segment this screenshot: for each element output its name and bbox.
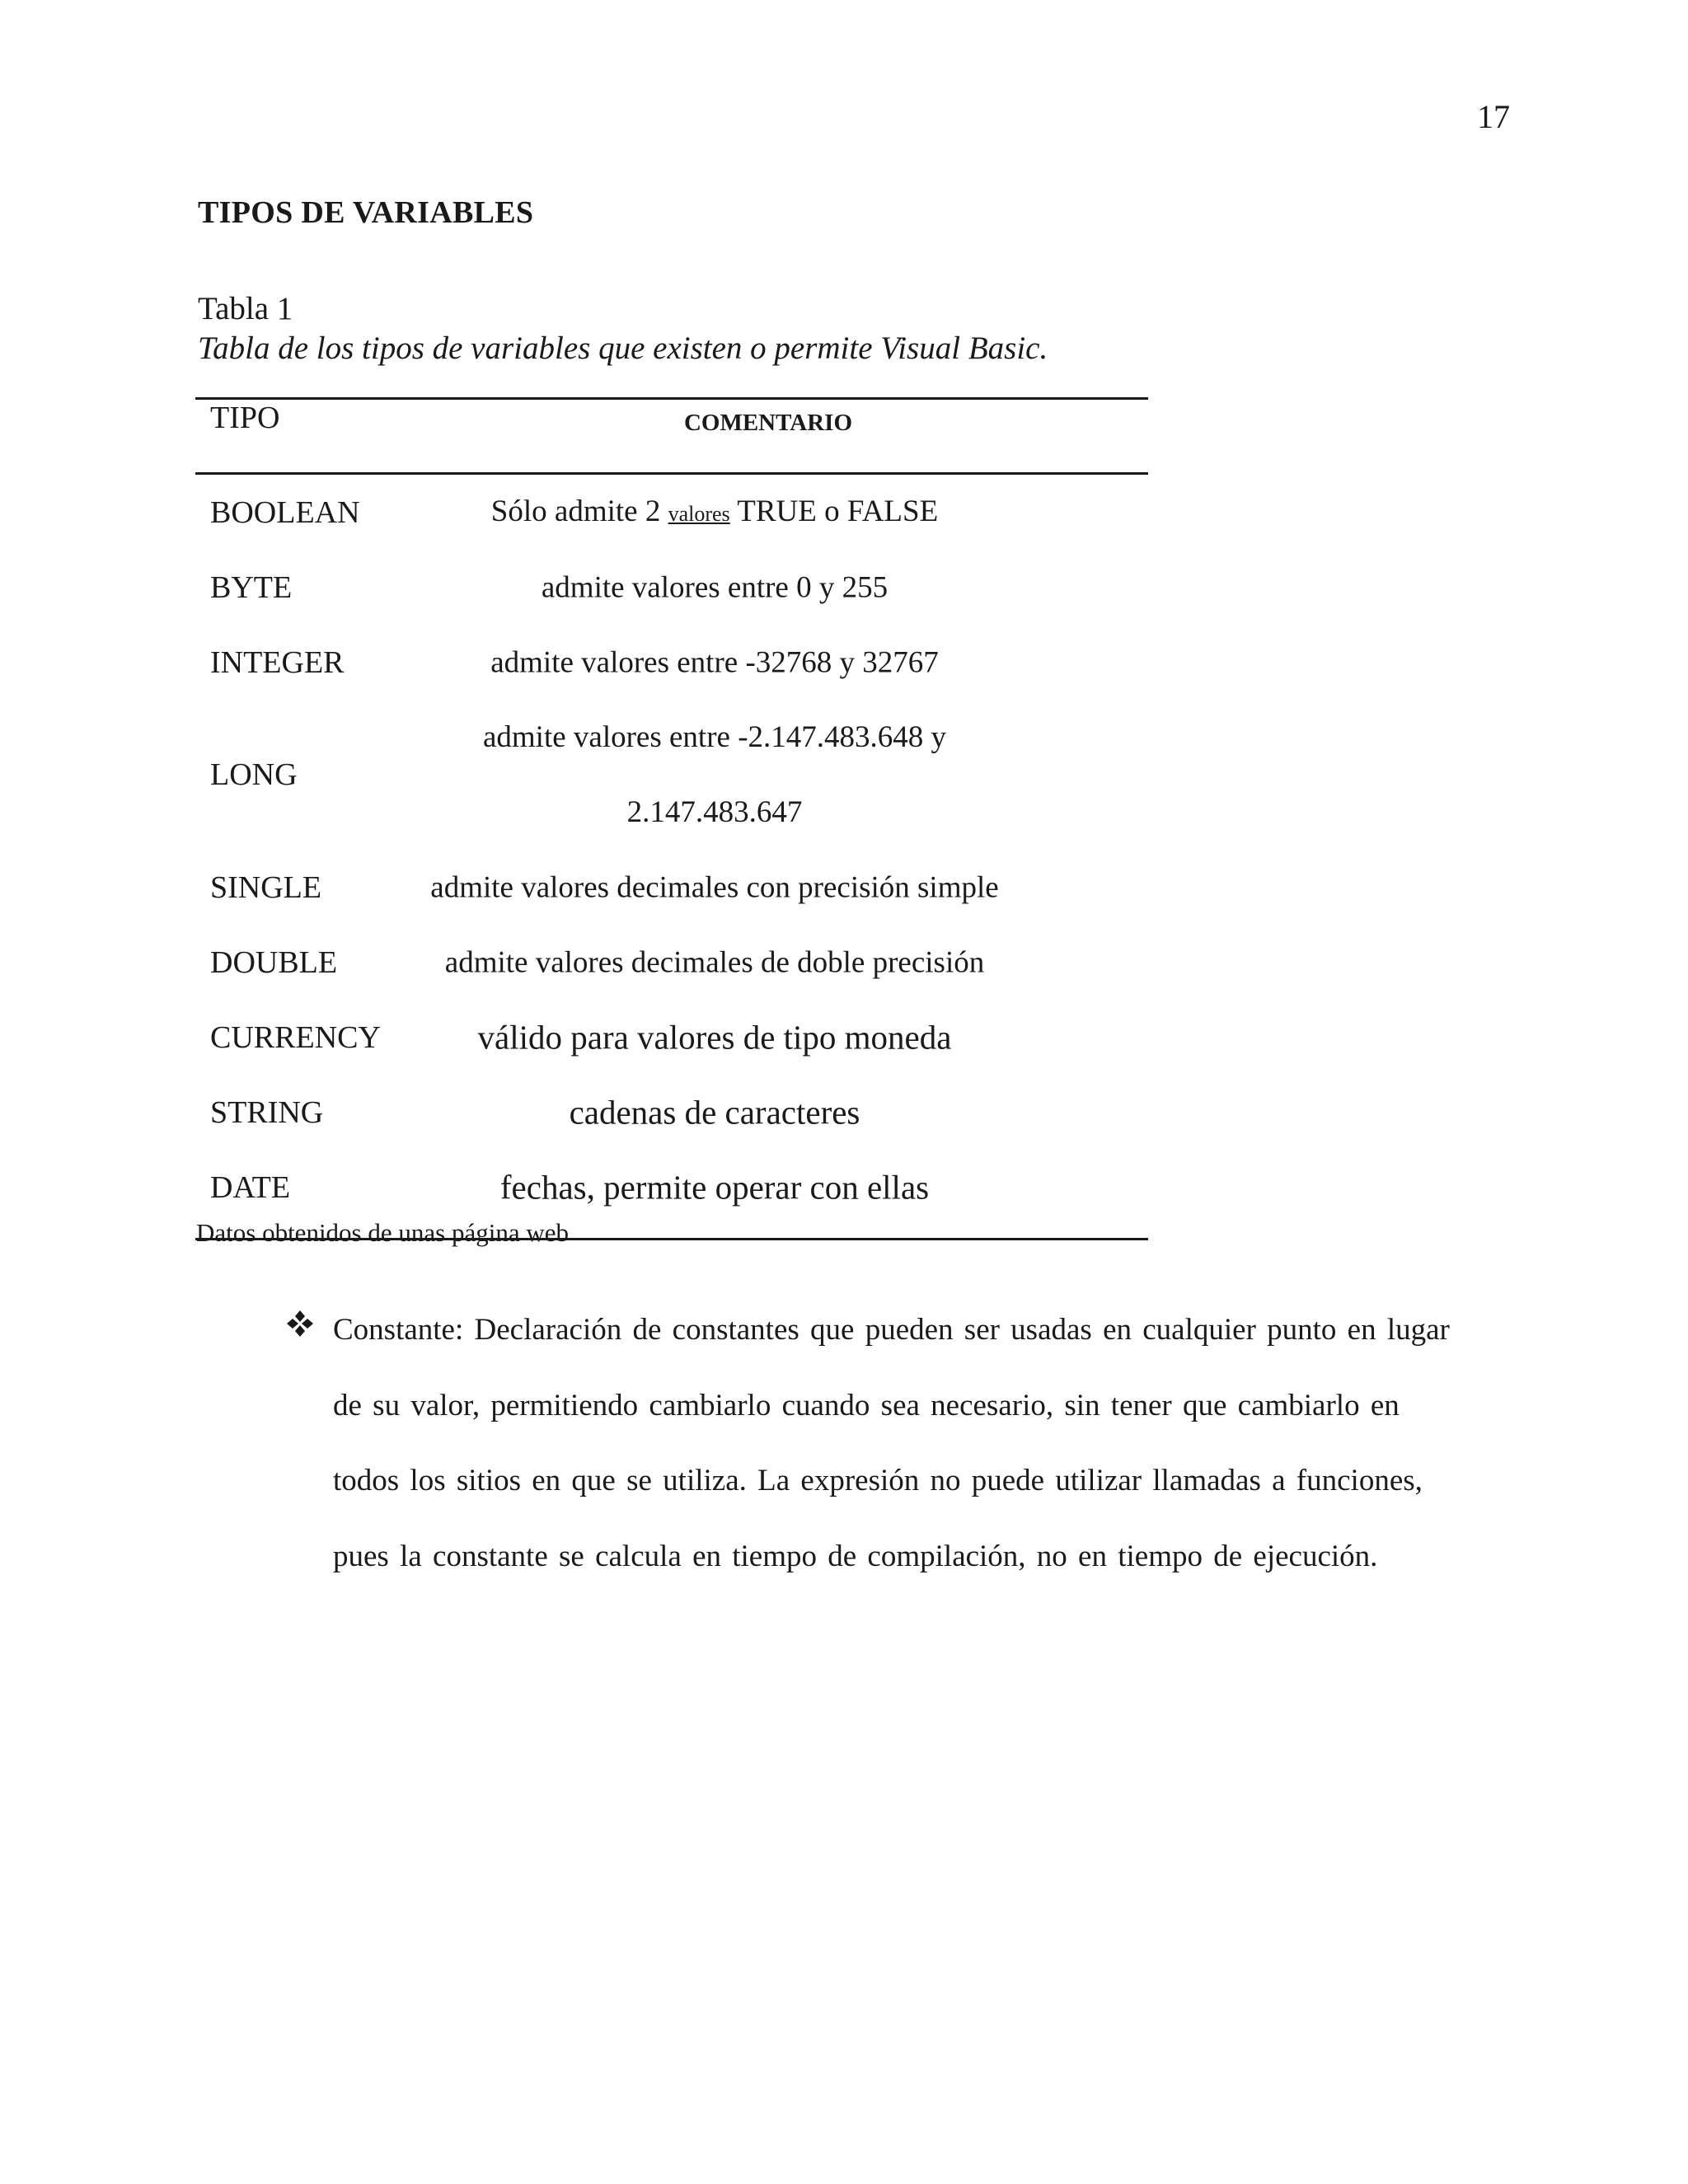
page-number: 17 xyxy=(1477,98,1510,135)
type-comment: admite valores decimales con precisión simple xyxy=(430,870,999,904)
type-comment: válido para valores de tipo moneda xyxy=(477,1018,952,1056)
table-row xyxy=(195,550,1148,625)
comment-line: admite valores entre -2.147.483.648 y xyxy=(482,720,947,754)
section-heading: TIPOS DE VARIABLES xyxy=(198,195,534,230)
table-body xyxy=(195,475,1148,1238)
type-name: INTEGER xyxy=(210,644,345,680)
table-row xyxy=(195,1075,1148,1150)
table-row xyxy=(195,925,1148,1000)
comment-text: TRUE o FALSE xyxy=(729,494,939,528)
variable-types-table xyxy=(195,397,1148,1240)
type-name: DATE xyxy=(210,1169,291,1205)
table-caption: Tabla de los tipos de variables que existen o permite Visual Basic. xyxy=(198,330,1048,366)
type-name: DOUBLE xyxy=(210,944,338,980)
table-row xyxy=(195,850,1148,925)
type-name: LONG xyxy=(210,757,298,792)
type-name: CURRENCY xyxy=(210,1019,381,1055)
header-tipo: TIPO xyxy=(210,401,280,435)
table-header-row xyxy=(195,400,1148,475)
comment-line: 2.147.483.647 xyxy=(626,795,803,829)
comment-underlined-text: valores xyxy=(668,501,730,526)
type-comment: admite valores entre 0 y 255 xyxy=(541,570,889,604)
type-name: BYTE xyxy=(210,569,293,605)
bullet-paragraph: Constante: Declaración de constantes que pueden ser usadas en cualquier punto en lugar de su valor, permitiendo cambiarlo cuando sea necesario, sin tener que cambiarlo en todos los sitios en que se utiliza. La expresión no puede utilizar llamadas a funciones, pues la constante se calcula en tiempo de compilación, no en tiempo de ejecución. xyxy=(333,1313,1450,1573)
type-comment xyxy=(426,700,1003,850)
table-row xyxy=(195,1000,1148,1075)
type-comment: admite valores entre -32768 y 32767 xyxy=(490,645,939,679)
table-row xyxy=(195,1150,1148,1225)
table-row xyxy=(195,625,1148,700)
table-row xyxy=(195,700,1148,850)
type-name: STRING xyxy=(210,1094,324,1130)
type-comment xyxy=(426,474,1003,551)
header-comentario: COMENTARIO xyxy=(683,410,853,436)
table-row xyxy=(195,475,1148,550)
table-label: Tabla 1 xyxy=(198,291,293,326)
type-name: BOOLEAN xyxy=(210,494,360,530)
type-comment: fechas, permite operar con ellas xyxy=(499,1168,930,1206)
table-source-note: Datos obtenidos de unas página web xyxy=(196,1218,569,1247)
type-comment: admite valores decimales de doble precisión xyxy=(444,945,985,979)
four-diamond-bullet-icon xyxy=(285,1309,315,1338)
type-comment: cadenas de caracteres xyxy=(569,1093,860,1131)
bullet-item xyxy=(280,1292,1467,1594)
comment-text: Sólo admite 2 xyxy=(490,494,668,528)
type-name: SINGLE xyxy=(210,869,322,905)
